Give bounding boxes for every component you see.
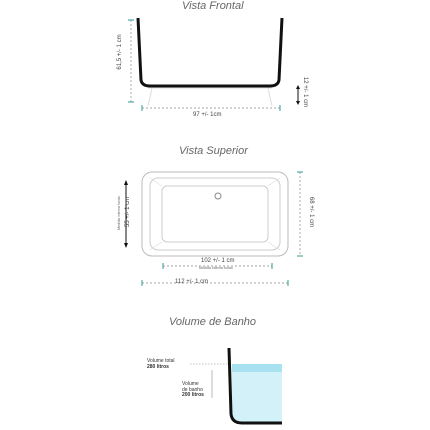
front-foot-right [268, 88, 272, 106]
front-foot-arrow-bottom [296, 101, 300, 105]
top-drain [215, 193, 221, 199]
top-inner-depth-arrow-top [124, 180, 128, 185]
total-volume-value: 280 litros [147, 363, 169, 370]
top-outer-rim [142, 172, 288, 256]
top-outer-depth-label: 68 +/- 1 cm [308, 196, 314, 228]
top-inner-depth-note: Medida interna fundo [117, 196, 121, 230]
top-inner-length-label: 102 +/- 1 cm [201, 258, 235, 264]
top-corner-tl [150, 178, 162, 186]
top-outer-length-label: 112 +/- 1 cm [175, 279, 209, 285]
top-corner-br [268, 242, 280, 250]
bath-volume-caption-1: Volume [182, 381, 199, 387]
top-view-title: Vista Superior [179, 145, 248, 157]
bath-volume-title: Volume de Banho [169, 316, 257, 328]
front-width-label: 97 +/- 1cm [193, 112, 222, 118]
top-inner-depth-label: 55 +/- 1 cm [125, 196, 131, 228]
bath-volume-value: 200 litros [182, 392, 204, 398]
front-view-title: Vista Frontal [182, 0, 244, 12]
bath-volume-label [182, 382, 204, 399]
bath-volume-caption-2: de banho [182, 386, 203, 393]
top-corner-bl [150, 242, 162, 250]
top-inner-rim [150, 178, 280, 250]
top-inner-depth-arrow-bottom [124, 243, 128, 248]
total-volume-label [147, 359, 175, 370]
top-inner-length-note: Medida interna fundo [199, 266, 233, 270]
front-foot-arrow-top [296, 85, 300, 89]
front-foot-label: 12 +/- 1 cm [302, 76, 308, 108]
front-height-label: 61,5 +/- 1 cm [117, 34, 123, 70]
water-surface-band [232, 364, 282, 372]
top-corner-tr [268, 178, 280, 186]
front-tub-outline [138, 18, 282, 86]
front-foot-left [148, 88, 152, 106]
water-fill [232, 364, 282, 422]
total-volume-caption: Volume total [147, 358, 175, 364]
